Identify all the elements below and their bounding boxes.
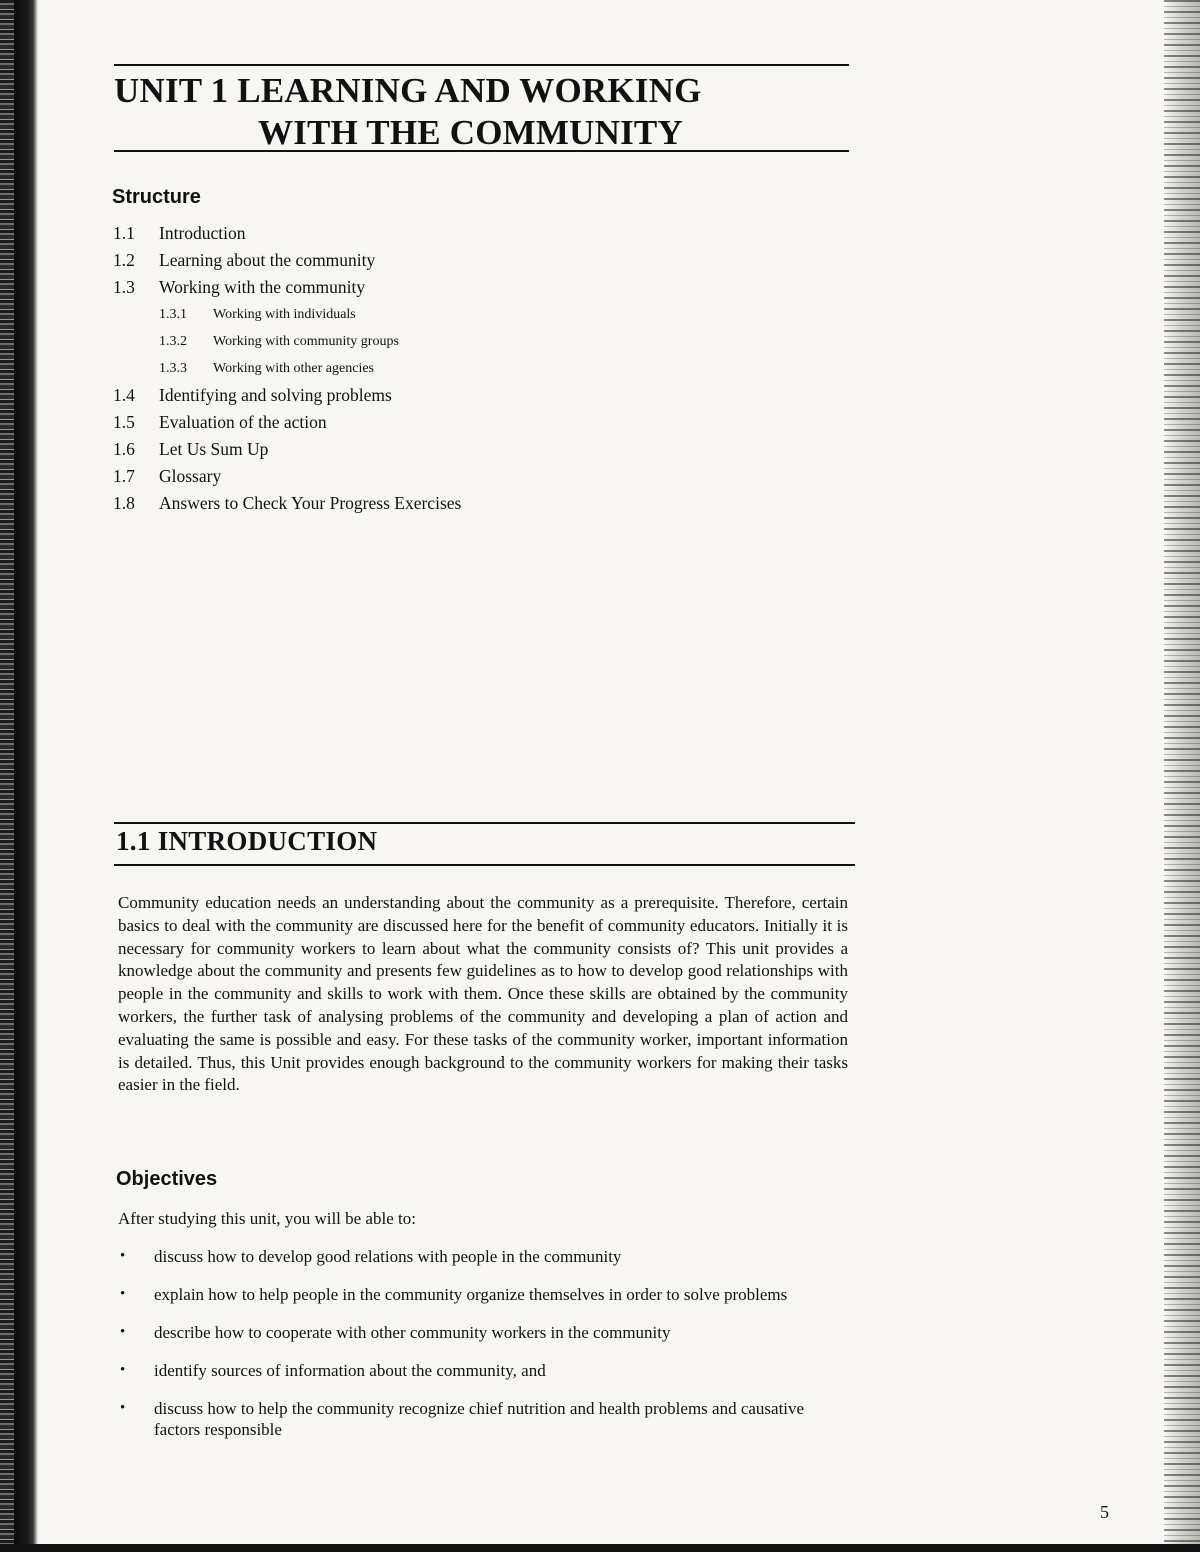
objective-text: identify sources of information about the community, and — [154, 1361, 546, 1380]
toc-number: 1.4 — [113, 385, 135, 405]
toc-label: Introduction — [159, 223, 246, 243]
objective-text: discuss how to help the community recognize chief nutrition and health problems and causative factors responsible — [154, 1399, 805, 1439]
bullet-icon: • — [120, 1286, 126, 1302]
structure-list — [113, 220, 461, 517]
bullet-icon: • — [120, 1248, 126, 1264]
toc-number: 1.3 — [113, 277, 135, 297]
toc-number: 1.7 — [113, 466, 135, 486]
toc-label: Working with community groups — [213, 334, 399, 349]
toc-number: 1.1 — [113, 223, 135, 243]
objective-text: explain how to help people in the community organize themselves in order to solve problems — [154, 1285, 788, 1304]
toc-subitem — [113, 301, 461, 328]
objectives-list — [118, 1246, 848, 1457]
bullet-icon: • — [120, 1362, 126, 1378]
introduction-paragraph: Community education needs an understanding about the community as a prerequisite. Therefore, certain basics to deal with the community are discussed here for the benefit of community educators. Initially it is necessary for community workers to learn about what the community consists of? This unit provides a knowledge about the community and presents few guidelines as to how to develop good relationships with people in the community and skills to work with them. Once these skills are obtained by the community workers, the further task of analysing problems of the community and developing a plan of action and evaluating the same is possible and easy. For these tasks of the community worker, important information is detailed. Thus, this Unit provides enough background to the community workers for making their tasks easier in the field. — [118, 893, 848, 1095]
bullet-icon: • — [120, 1400, 126, 1416]
toc-item — [113, 409, 461, 436]
bullet-icon: • — [120, 1324, 126, 1340]
objectives-intro: After studying this unit, you will be able to: — [118, 1209, 416, 1228]
objective-item — [118, 1360, 848, 1381]
toc-label: Working with individuals — [213, 307, 356, 322]
section-rule-bottom — [114, 864, 855, 866]
objective-item — [118, 1246, 848, 1267]
toc-item — [113, 436, 461, 463]
toc-number: 1.3.3 — [159, 361, 187, 376]
objective-item — [118, 1322, 848, 1343]
toc-label: Glossary — [159, 466, 222, 486]
objective-item — [118, 1398, 848, 1440]
unit-title — [114, 70, 702, 154]
section-heading-introduction: 1.1 INTRODUCTION — [116, 826, 378, 856]
objective-item — [118, 1284, 848, 1305]
toc-label: Working with the community — [159, 277, 366, 297]
toc-item — [113, 382, 461, 409]
section-rule-top — [114, 822, 855, 824]
toc-item — [113, 220, 461, 247]
toc-label: Identifying and solving problems — [159, 385, 392, 405]
title-rule-bottom — [114, 150, 849, 152]
toc-number: 1.8 — [113, 493, 135, 513]
toc-number: 1.3.1 — [159, 307, 187, 322]
unit-title-line-2: WITH THE COMMUNITY — [258, 113, 683, 152]
toc-item — [113, 274, 461, 301]
scan-right-edge — [1164, 0, 1200, 1552]
toc-label: Let Us Sum Up — [159, 439, 269, 459]
scan-binding-shadow — [14, 0, 38, 1552]
toc-item — [113, 463, 461, 490]
scan-bottom-edge — [0, 1544, 1200, 1552]
structure-heading: Structure — [112, 186, 201, 208]
unit-title-line-1: UNIT 1 LEARNING AND WORKING — [114, 71, 702, 110]
toc-number: 1.3.2 — [159, 334, 187, 349]
toc-label: Evaluation of the action — [159, 412, 327, 432]
title-rule-top — [114, 64, 849, 66]
scan-binding-edge — [0, 0, 14, 1552]
objective-text: describe how to cooperate with other community workers in the community — [154, 1323, 671, 1342]
toc-number: 1.2 — [113, 250, 135, 270]
page-number: 5 — [1100, 1502, 1109, 1522]
toc-subitem — [113, 328, 461, 355]
toc-number: 1.5 — [113, 412, 135, 432]
toc-subitem — [113, 355, 461, 382]
toc-label: Answers to Check Your Progress Exercises — [159, 493, 462, 513]
toc-item — [113, 490, 461, 517]
toc-item — [113, 247, 461, 274]
toc-number: 1.6 — [113, 439, 135, 459]
toc-label: Learning about the community — [159, 250, 376, 270]
objective-text: discuss how to develop good relations with people in the community — [154, 1247, 622, 1266]
objectives-heading: Objectives — [116, 1168, 218, 1190]
toc-label: Working with other agencies — [213, 361, 374, 376]
